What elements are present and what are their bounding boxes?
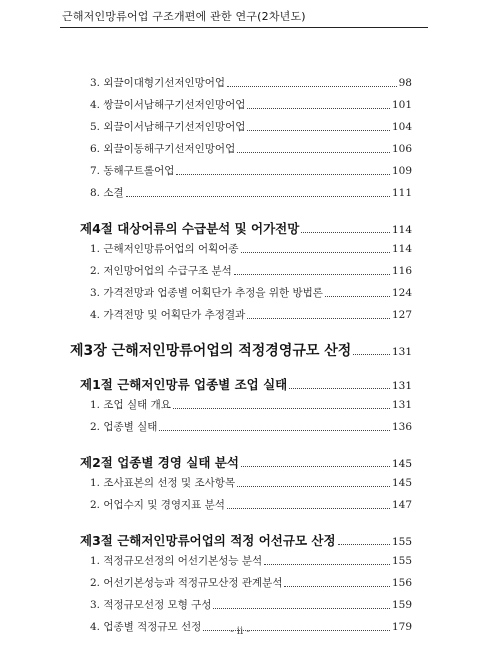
- dot-leader: [173, 406, 390, 409]
- dot-leader: [264, 562, 390, 565]
- dot-leader: [237, 150, 390, 153]
- toc-entry-label: 4. 가격전망 및 어획단가 추정결과: [90, 309, 246, 321]
- toc-entry-label: 6. 외끌이동해구기선저인망어업: [90, 143, 236, 155]
- dot-leader: [247, 316, 390, 319]
- toc-item: [90, 397, 412, 412]
- toc-entry-label: 2. 업종별 실태: [90, 421, 158, 433]
- toc-entry-page: 116: [391, 265, 412, 277]
- dot-leader: [126, 194, 390, 197]
- toc-entry-page: 127: [391, 309, 412, 321]
- toc-entry-page: 156: [391, 577, 412, 589]
- toc-entry-page: 131: [391, 399, 412, 411]
- toc-entry-page: 124: [391, 287, 412, 299]
- toc-item: [90, 241, 412, 256]
- toc-item: [90, 141, 412, 156]
- toc-entry-label: 3. 외끌이대형기선저인망어업: [90, 77, 226, 89]
- dot-leader: [213, 606, 389, 609]
- dot-leader: [301, 230, 390, 233]
- toc-entry-label: 제1절 근해저인망류 업종별 조업 실태: [80, 377, 288, 392]
- toc-entry-label: 3. 가격전망과 업종별 어획단가 추정을 위한 방법론: [90, 287, 323, 299]
- dot-leader: [284, 584, 389, 587]
- toc-item: [90, 285, 412, 300]
- dot-leader: [227, 506, 390, 509]
- toc-item: [90, 163, 412, 178]
- dot-leader: [247, 106, 390, 109]
- toc-entry-label: 5. 외끌이서남해구기선저인망어업: [90, 121, 246, 133]
- toc-item: [90, 597, 412, 612]
- toc-entry-label: 제3절 근해저인망류어업의 적정 어선규모 산정: [80, 533, 336, 548]
- toc-entry-page: 111: [391, 187, 412, 199]
- dot-leader: [241, 250, 390, 253]
- toc-entry-label: 제4절 대상어류의 수급분석 및 어가전망: [80, 221, 300, 236]
- dot-leader: [289, 386, 390, 389]
- toc-entry-label: 4. 업종별 적정규모 선정: [90, 621, 202, 633]
- toc-entry-page: 131: [391, 380, 412, 392]
- page-number: - ii -: [230, 626, 250, 637]
- dot-leader: [176, 172, 390, 175]
- toc-entry-label: 1. 조사표본의 선정 및 조사항목: [90, 477, 236, 489]
- toc-entry-page: 114: [391, 243, 412, 255]
- toc-chapter: [70, 340, 412, 360]
- running-header: [60, 8, 428, 28]
- dot-leader: [241, 464, 390, 467]
- toc-entry-page: 131: [391, 346, 412, 358]
- toc-entry-page: 109: [391, 165, 412, 177]
- toc-item: [90, 119, 412, 134]
- toc-entry-label: 2. 저인망어업의 수급구조 분석: [90, 265, 232, 277]
- toc-section: [80, 375, 412, 393]
- toc-entry-page: 179: [391, 621, 412, 633]
- toc-entry-label: 4. 쌍끌이서남해구기선저인망어업: [90, 99, 246, 111]
- toc-entry-page: 147: [391, 499, 412, 511]
- toc-entry-page: 145: [391, 458, 412, 470]
- toc-entry-page: 106: [391, 143, 412, 155]
- toc-entry-page: 98: [398, 77, 412, 89]
- toc-section: [80, 219, 412, 237]
- toc-entry-page: 101: [391, 99, 412, 111]
- running-header-title: 근해저인망류어업 구조개편에 관한 연구(2차년도): [62, 10, 306, 23]
- toc-entry-page: 114: [391, 224, 412, 236]
- dot-leader: [353, 352, 390, 355]
- dot-leader: [234, 272, 390, 275]
- toc-item: [90, 75, 412, 90]
- toc-item: [90, 263, 412, 278]
- toc-entry-label: 2. 어선기본성능과 적정규모산정 관계분석: [90, 577, 283, 589]
- toc-entry-page: 136: [391, 421, 412, 433]
- toc-entry-label: 제3장 근해저인망류어업의 적정경영규모 산정: [70, 343, 352, 359]
- dot-leader: [237, 484, 390, 487]
- toc-item: [90, 307, 412, 322]
- toc-item: [90, 97, 412, 112]
- toc-item: [90, 185, 412, 200]
- dot-leader: [247, 128, 390, 131]
- toc-entry-label: 8. 소결: [90, 187, 124, 199]
- toc-item: [90, 497, 412, 512]
- toc-section: [80, 453, 412, 471]
- toc-entry-page: 159: [391, 599, 412, 611]
- dot-leader: [338, 542, 390, 545]
- toc-item: [90, 475, 412, 490]
- toc-item: [90, 575, 412, 590]
- toc-item: [90, 419, 412, 434]
- dot-leader: [227, 84, 397, 87]
- toc-item: [90, 553, 412, 568]
- toc-entry-label: 7. 동해구트롤어업: [90, 165, 175, 177]
- toc-entry-page: 104: [391, 121, 412, 133]
- toc-entry-label: 1. 근해저인망류어업의 어획어종: [90, 243, 239, 255]
- dot-leader: [325, 294, 390, 297]
- toc-entry-label: 제2절 업종별 경영 실태 분석: [80, 455, 239, 470]
- toc-section: [80, 531, 412, 549]
- toc-entry-label: 3. 적정규모선정 모형 구성: [90, 599, 212, 611]
- toc-entry-page: 155: [391, 555, 412, 567]
- toc-entry-label: 1. 적정규모선정의 어선기본성능 분석: [90, 555, 263, 567]
- toc-entry-label: 1. 조업 실태 개요: [90, 399, 171, 411]
- toc-entry-page: 155: [391, 536, 412, 548]
- toc-entry-label: 2. 어업수지 및 경영지표 분석: [90, 499, 225, 511]
- dot-leader: [159, 428, 390, 431]
- toc-entry-page: 145: [391, 477, 412, 489]
